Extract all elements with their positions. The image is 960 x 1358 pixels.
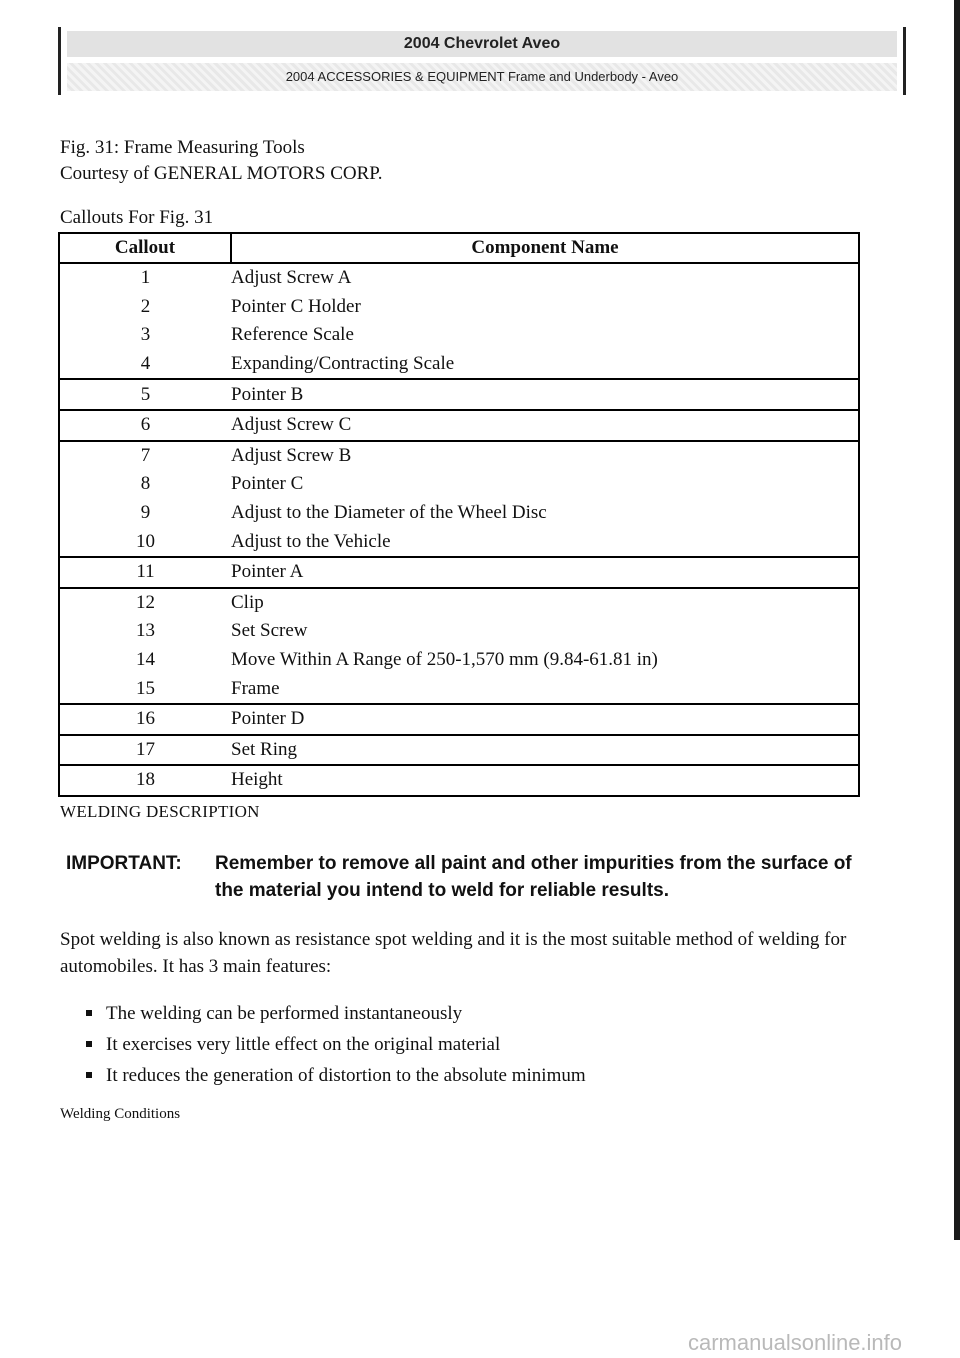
callout-number: 3 bbox=[140, 324, 151, 346]
feature-list bbox=[86, 998, 586, 1091]
list-item bbox=[86, 1029, 586, 1060]
callout-number: 6 bbox=[140, 414, 151, 436]
component-name: Adjust Screw A bbox=[231, 267, 352, 289]
callout-number: 13 bbox=[136, 620, 155, 642]
component-name: Height bbox=[231, 769, 283, 791]
section-heading: WELDING DESCRIPTION bbox=[60, 802, 260, 821]
figure-caption: Fig. 31: Frame Measuring Tools bbox=[60, 137, 305, 158]
important-text: Remember to remove all paint and other impurities from the surface of the material you intend to weld for reliable results. bbox=[215, 853, 852, 901]
callout-number: 16 bbox=[136, 708, 155, 730]
component-name: Reference Scale bbox=[231, 324, 354, 346]
callout-number: 7 bbox=[140, 444, 151, 466]
component-name: Pointer C Holder bbox=[231, 295, 361, 317]
component-name: Move Within A Range of 250-1,570 mm (9.84-61.81 in) bbox=[231, 649, 658, 671]
component-name: Adjust Screw B bbox=[231, 444, 352, 466]
bullet-icon bbox=[86, 1010, 92, 1016]
list-item-text: It reduces the generation of distortion to the absolute minimum bbox=[106, 1065, 586, 1086]
subheading-welding-conditions: Welding Conditions bbox=[60, 1106, 181, 1122]
table-row bbox=[59, 350, 859, 380]
component-name: Adjust to the Diameter of the Wheel Disc bbox=[231, 502, 547, 524]
callout-number: 9 bbox=[140, 502, 151, 524]
component-name: Adjust to the Vehicle bbox=[231, 530, 391, 552]
callout-group bbox=[59, 588, 859, 704]
watermark: carmanualsonline.info bbox=[688, 1330, 903, 1355]
callout-group bbox=[59, 557, 859, 588]
callout-group bbox=[59, 765, 859, 796]
bullet-icon bbox=[86, 1041, 92, 1047]
table-row bbox=[59, 765, 859, 796]
table-row bbox=[59, 263, 859, 293]
callout-number: 11 bbox=[136, 561, 155, 583]
table-row bbox=[59, 499, 859, 528]
callouts-table bbox=[58, 232, 860, 797]
component-name: Pointer A bbox=[231, 561, 304, 583]
callout-number: 5 bbox=[140, 383, 151, 405]
list-item bbox=[86, 998, 586, 1029]
callout-number: 1 bbox=[140, 267, 151, 289]
table-row bbox=[59, 410, 859, 441]
bullet-icon bbox=[86, 1072, 92, 1078]
table-row bbox=[59, 379, 859, 410]
callout-number: 15 bbox=[136, 677, 155, 699]
list-item bbox=[86, 1060, 586, 1091]
callout-group bbox=[59, 263, 859, 379]
callout-number: 8 bbox=[140, 473, 151, 495]
column-header-callout: Callout bbox=[59, 233, 231, 263]
table-row bbox=[59, 735, 859, 766]
callout-number: 2 bbox=[140, 295, 151, 317]
callout-number: 14 bbox=[136, 649, 155, 671]
component-name: Set Screw bbox=[231, 620, 308, 642]
table-row bbox=[59, 470, 859, 499]
callout-number: 18 bbox=[136, 769, 155, 791]
table-row bbox=[59, 674, 859, 704]
important-label: IMPORTANT: bbox=[66, 853, 182, 874]
table-row bbox=[59, 646, 859, 675]
callout-number: 4 bbox=[140, 353, 151, 375]
component-name: Pointer B bbox=[231, 383, 304, 405]
component-name: Set Ring bbox=[231, 738, 297, 760]
component-name: Frame bbox=[231, 677, 280, 699]
component-name: Pointer D bbox=[231, 708, 305, 730]
header-subtitle: 2004 ACCESSORIES & EQUIPMENT Frame and Underbody - Aveo bbox=[67, 63, 897, 91]
component-name: Adjust Screw C bbox=[231, 414, 352, 436]
callout-number: 10 bbox=[136, 530, 155, 552]
callout-group bbox=[59, 735, 859, 766]
component-name: Clip bbox=[231, 591, 264, 613]
callout-number: 12 bbox=[136, 591, 155, 613]
figure-courtesy: Courtesy of GENERAL MOTORS CORP. bbox=[60, 163, 383, 184]
callout-group bbox=[59, 379, 859, 410]
list-item-text: It exercises very little effect on the original material bbox=[106, 1034, 501, 1055]
intro-paragraph: Spot welding is also known as resistance spot welding and it is the most suitable method of welding for automobiles. It has 3 main features: bbox=[60, 929, 847, 977]
callouts-title: Callouts For Fig. 31 bbox=[60, 207, 214, 228]
table-row bbox=[59, 293, 859, 322]
header-title: 2004 Chevrolet Aveo bbox=[67, 31, 897, 57]
callout-number: 17 bbox=[136, 738, 155, 760]
table-header-row bbox=[59, 233, 859, 263]
page-header bbox=[58, 27, 906, 95]
component-name: Expanding/Contracting Scale bbox=[231, 353, 455, 375]
list-item-text: The welding can be performed instantaneously bbox=[106, 1003, 463, 1024]
callout-group bbox=[59, 441, 859, 557]
column-header-component-name: Component Name bbox=[231, 233, 859, 263]
component-name: Pointer C bbox=[231, 473, 304, 495]
page-edge-bar bbox=[954, 0, 960, 1240]
table-row bbox=[59, 557, 859, 588]
callout-group bbox=[59, 704, 859, 735]
table-row bbox=[59, 588, 859, 618]
table-row bbox=[59, 527, 859, 557]
callout-group bbox=[59, 410, 859, 441]
table-row bbox=[59, 321, 859, 350]
table-row bbox=[59, 704, 859, 735]
table-row bbox=[59, 441, 859, 471]
table-row bbox=[59, 617, 859, 646]
